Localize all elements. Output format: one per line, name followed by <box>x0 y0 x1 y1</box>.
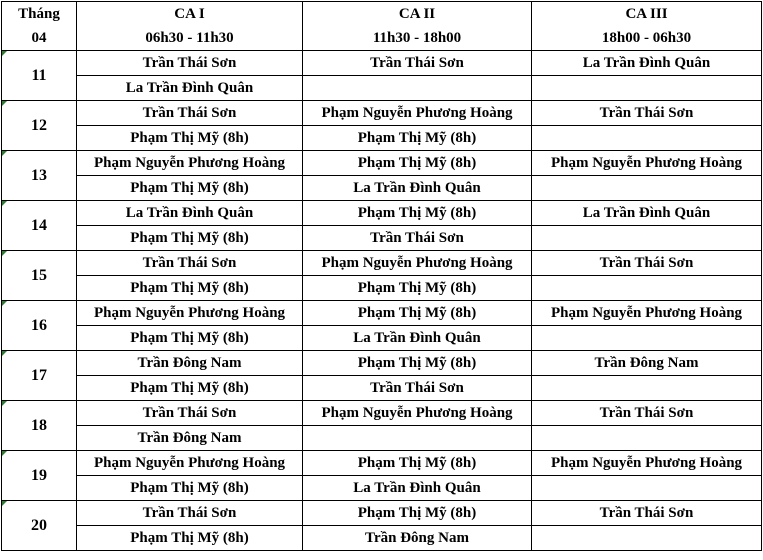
staff-cell-ca2: Trần Thái Sơn <box>303 226 532 251</box>
staff-cell-ca1: Phạm Thị Mỹ (8h) <box>77 376 303 401</box>
staff-cell-ca2: Phạm Thị Mỹ (8h) <box>303 451 532 476</box>
staff-cell-ca3 <box>532 126 762 151</box>
staff-cell-ca2: Phạm Thị Mỹ (8h) <box>303 151 532 176</box>
staff-cell-ca2: La Trần Đình Quân <box>303 326 532 351</box>
staff-cell-ca1: La Trần Đình Quân <box>77 201 303 226</box>
staff-cell-ca1: La Trần Đình Quân <box>77 76 303 101</box>
staff-cell-ca1: Phạm Nguyễn Phương Hoàng <box>77 451 303 476</box>
day-cell: 13 <box>2 151 77 201</box>
month-value: 04 <box>2 26 77 51</box>
header-row-times <box>2 26 762 51</box>
staff-cell-ca1: Phạm Thị Mỹ (8h) <box>77 476 303 501</box>
table-row <box>2 401 762 426</box>
day-cell: 17 <box>2 351 77 401</box>
shift-name-ca1: CA I <box>77 2 303 27</box>
shift-time-ca1: 06h30 - 11h30 <box>77 26 303 51</box>
staff-cell-ca1: Phạm Thị Mỹ (8h) <box>77 326 303 351</box>
staff-cell-ca3 <box>532 76 762 101</box>
table-row <box>2 451 762 476</box>
table-row <box>2 151 762 176</box>
staff-cell-ca1: Phạm Thị Mỹ (8h) <box>77 176 303 201</box>
staff-cell-ca3: Trần Thái Sơn <box>532 251 762 276</box>
staff-cell-ca2: Phạm Thị Mỹ (8h) <box>303 301 532 326</box>
staff-cell-ca3: La Trần Đình Quân <box>532 51 762 76</box>
staff-cell-ca2: Phạm Thị Mỹ (8h) <box>303 126 532 151</box>
staff-cell-ca3 <box>532 526 762 551</box>
staff-cell-ca1: Trần Thái Sơn <box>77 51 303 76</box>
staff-cell-ca3: Trần Đông Nam <box>532 351 762 376</box>
staff-cell-ca1: Trần Thái Sơn <box>77 501 303 526</box>
shift-schedule-table <box>1 1 762 551</box>
staff-cell-ca2: Trần Thái Sơn <box>303 51 532 76</box>
staff-cell-ca1: Phạm Thị Mỹ (8h) <box>77 126 303 151</box>
table-row <box>2 226 762 251</box>
staff-cell-ca2: Phạm Thị Mỹ (8h) <box>303 276 532 301</box>
staff-cell-ca3 <box>532 376 762 401</box>
header-row-names <box>2 2 762 27</box>
shift-time-ca2: 11h30 - 18h00 <box>303 26 532 51</box>
staff-cell-ca3: Phạm Nguyễn Phương Hoàng <box>532 151 762 176</box>
staff-cell-ca1: Trần Thái Sơn <box>77 401 303 426</box>
table-row <box>2 301 762 326</box>
day-cell: 18 <box>2 401 77 451</box>
day-cell: 20 <box>2 501 77 551</box>
staff-cell-ca3 <box>532 176 762 201</box>
staff-cell-ca1: Phạm Thị Mỹ (8h) <box>77 226 303 251</box>
staff-cell-ca1: Phạm Nguyễn Phương Hoàng <box>77 301 303 326</box>
staff-cell-ca1: Trần Đông Nam <box>77 426 303 451</box>
staff-cell-ca3 <box>532 326 762 351</box>
staff-cell-ca1: Trần Thái Sơn <box>77 251 303 276</box>
day-cell: 19 <box>2 451 77 501</box>
table-row <box>2 51 762 76</box>
table-row <box>2 76 762 101</box>
staff-cell-ca2: Trần Đông Nam <box>303 526 532 551</box>
staff-cell-ca1: Trần Thái Sơn <box>77 101 303 126</box>
staff-cell-ca2: Phạm Thị Mỹ (8h) <box>303 351 532 376</box>
staff-cell-ca2: Phạm Nguyễn Phương Hoàng <box>303 101 532 126</box>
shift-name-ca3: CA III <box>532 2 762 27</box>
staff-cell-ca3 <box>532 276 762 301</box>
day-cell: 12 <box>2 101 77 151</box>
staff-cell-ca3 <box>532 426 762 451</box>
staff-cell-ca1: Phạm Thị Mỹ (8h) <box>77 526 303 551</box>
table-row <box>2 501 762 526</box>
staff-cell-ca2: Trần Thái Sơn <box>303 376 532 401</box>
day-cell: 11 <box>2 51 77 101</box>
staff-cell-ca3: La Trần Đình Quân <box>532 201 762 226</box>
staff-cell-ca3: Phạm Nguyễn Phương Hoàng <box>532 301 762 326</box>
shift-name-ca2: CA II <box>303 2 532 27</box>
table-row <box>2 201 762 226</box>
schedule-body <box>2 2 762 551</box>
day-cell: 16 <box>2 301 77 351</box>
staff-cell-ca1: Phạm Nguyễn Phương Hoàng <box>77 151 303 176</box>
staff-cell-ca2: Phạm Nguyễn Phương Hoàng <box>303 401 532 426</box>
staff-cell-ca2: La Trần Đình Quân <box>303 176 532 201</box>
day-cell: 14 <box>2 201 77 251</box>
table-row <box>2 326 762 351</box>
table-row <box>2 101 762 126</box>
table-row <box>2 476 762 501</box>
table-row <box>2 526 762 551</box>
shift-time-ca3: 18h00 - 06h30 <box>532 26 762 51</box>
table-row <box>2 376 762 401</box>
staff-cell-ca2 <box>303 426 532 451</box>
table-row <box>2 126 762 151</box>
staff-cell-ca3: Trần Thái Sơn <box>532 501 762 526</box>
staff-cell-ca3 <box>532 476 762 501</box>
staff-cell-ca3: Trần Thái Sơn <box>532 401 762 426</box>
staff-cell-ca2: La Trần Đình Quân <box>303 476 532 501</box>
table-row <box>2 351 762 376</box>
table-row <box>2 251 762 276</box>
day-cell: 15 <box>2 251 77 301</box>
staff-cell-ca1: Trần Đông Nam <box>77 351 303 376</box>
staff-cell-ca2: Phạm Nguyễn Phương Hoàng <box>303 251 532 276</box>
table-row <box>2 426 762 451</box>
table-row <box>2 276 762 301</box>
staff-cell-ca2: Phạm Thị Mỹ (8h) <box>303 201 532 226</box>
month-label: Tháng <box>2 2 77 27</box>
staff-cell-ca3 <box>532 226 762 251</box>
staff-cell-ca2 <box>303 76 532 101</box>
table-row <box>2 176 762 201</box>
staff-cell-ca1: Phạm Thị Mỹ (8h) <box>77 276 303 301</box>
staff-cell-ca3: Phạm Nguyễn Phương Hoàng <box>532 451 762 476</box>
staff-cell-ca3: Trần Thái Sơn <box>532 101 762 126</box>
staff-cell-ca2: Phạm Thị Mỹ (8h) <box>303 501 532 526</box>
